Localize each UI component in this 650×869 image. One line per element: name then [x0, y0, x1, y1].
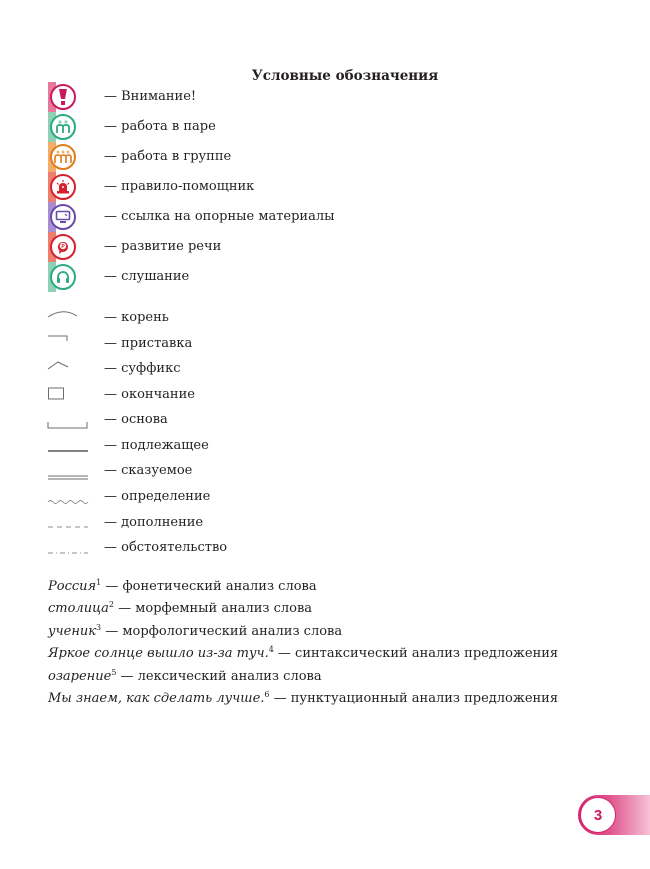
- legend-label: — обстоятельство: [104, 540, 228, 555]
- legend-label: — сказуемое: [104, 463, 193, 478]
- speech-icon: [50, 234, 76, 260]
- siren-icon: [50, 174, 76, 200]
- legend-label: — основа: [104, 412, 168, 427]
- analysis-item: [48, 623, 342, 639]
- legend-label: — развитие речи: [104, 239, 222, 254]
- attribute-wavy-line-icon: [47, 498, 91, 506]
- example-word: Россия: [48, 579, 97, 594]
- group-work-icon: [50, 144, 76, 170]
- analysis-item: [48, 600, 312, 616]
- analysis-mark: 1: [96, 578, 102, 587]
- analysis-label: — морфемный анализ слова: [114, 601, 313, 616]
- example-sentence: Мы знаем, как сделать лучше.: [48, 691, 265, 706]
- legend-label: — суффикс: [104, 361, 181, 376]
- object-dashed-line-icon: [47, 524, 91, 530]
- legend-label: — правило-помощник: [104, 179, 255, 194]
- analysis-mark: 5: [111, 668, 117, 677]
- analysis-mark: 4: [268, 645, 274, 654]
- page-title: Условные обозначения: [251, 68, 439, 84]
- legend-label: — приставка: [104, 336, 193, 351]
- subject-line-icon: [47, 448, 91, 454]
- legend-label: — работа в группе: [104, 149, 232, 164]
- legend-label: — подлежащее: [104, 438, 209, 453]
- example-word: озарение: [48, 669, 112, 684]
- monitor-icon: [50, 204, 76, 230]
- example-sentence: Яркое солнце вышло из-за туч.: [48, 646, 269, 661]
- exclamation-icon: [50, 84, 76, 110]
- adverbial-dash-dot-line-icon: [47, 550, 91, 556]
- analysis-mark: 6: [264, 690, 270, 699]
- legend-label: — Внимание!: [104, 89, 197, 104]
- analysis-label: — фонетический анализ слова: [101, 579, 317, 594]
- legend-label: — корень: [104, 310, 169, 325]
- pair-work-icon: [50, 114, 76, 140]
- analysis-mark: 3: [96, 623, 102, 632]
- analysis-label: — лексический анализ слова: [116, 669, 322, 684]
- root-arc-icon: [47, 308, 79, 318]
- legend-label: — окончание: [104, 387, 195, 402]
- legend-label: — работа в паре: [104, 119, 216, 134]
- suffix-caret-icon: [47, 359, 79, 371]
- analysis-item: [48, 578, 317, 594]
- example-word: столица: [48, 601, 109, 616]
- legend-label: — дополнение: [104, 515, 204, 530]
- legend-label: — определение: [104, 489, 211, 504]
- prefix-corner-icon: [47, 334, 79, 344]
- analysis-label: — морфологический анализ слова: [101, 624, 343, 639]
- legend-label: — ссылка на опорные материалы: [104, 209, 335, 224]
- predicate-double-line-icon: [47, 474, 91, 482]
- analysis-label: — синтаксический анализ предложения: [273, 646, 559, 661]
- example-word: ученик: [48, 624, 97, 639]
- analysis-item: [48, 690, 558, 706]
- analysis-item: [48, 668, 322, 684]
- legend-label: — слушание: [104, 269, 190, 284]
- page-number: 3: [580, 797, 616, 833]
- headphones-icon: [50, 264, 76, 290]
- analysis-mark: 2: [108, 600, 114, 609]
- stem-bracket-icon: [47, 420, 91, 430]
- analysis-label: — пунктуационный анализ предложения: [269, 691, 559, 706]
- ending-box-icon: [47, 386, 79, 402]
- analysis-item: [48, 645, 558, 661]
- svg-text:P: P: [61, 244, 65, 250]
